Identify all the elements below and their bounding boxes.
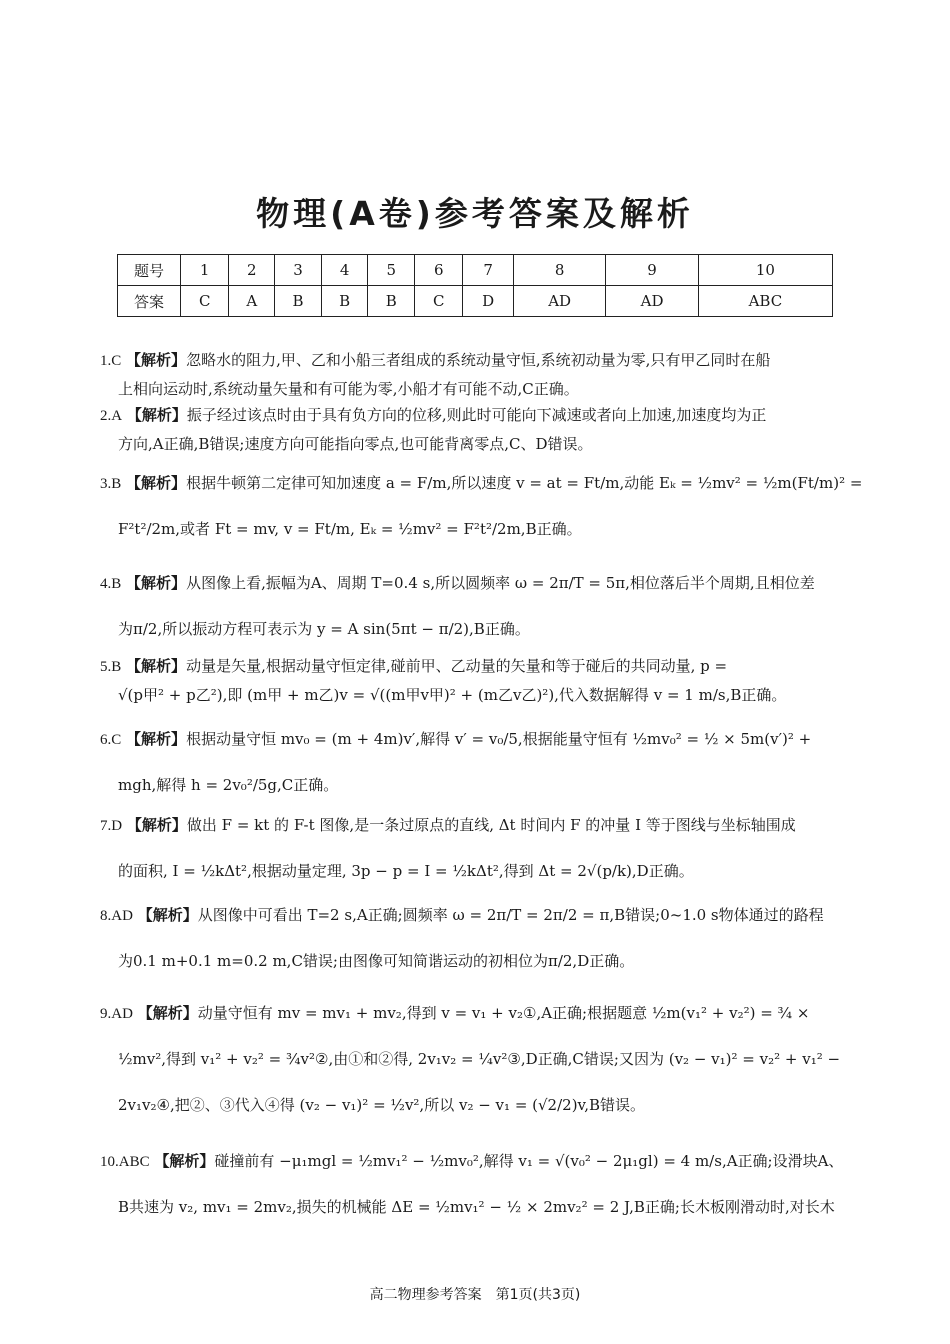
- solution-1: [100, 346, 852, 404]
- solution-6: [100, 722, 852, 797]
- question-number: 6: [415, 255, 463, 286]
- question-number: 4: [321, 255, 368, 286]
- solution-9: [100, 996, 852, 1117]
- question-number: 8: [513, 255, 605, 286]
- solution-4: [100, 566, 852, 641]
- answer-table-answer-row: [118, 286, 833, 317]
- question-number: 9: [606, 255, 698, 286]
- answer-cell: C: [181, 286, 229, 317]
- question-number: 1: [181, 255, 229, 286]
- solution-5: [100, 652, 852, 710]
- answer-cell: AD: [606, 286, 698, 317]
- solution-number: 8.AD: [100, 908, 133, 924]
- solution-7: [100, 808, 852, 883]
- answer-cell: B: [275, 286, 322, 317]
- solution-text: 碰撞前有 −μ₁mgl = ½mv₁² − ½mv₀²,解得 v₁ = √(v₀² − 2μ₁gl) = 4 m/s,A正确;设滑块A、: [214, 1152, 844, 1170]
- analysis-tag: 【解析】: [126, 816, 187, 834]
- solution-2: [100, 401, 852, 459]
- answer-cell: A: [229, 286, 275, 317]
- question-number: 3: [275, 255, 322, 286]
- solution-text: 从图像上看,振幅为A、周期 T=0.4 s,所以圆频率 ω = 2π/T = 5π,相位落后半个周期,且相位差: [186, 574, 815, 592]
- solution-text: mgh,解得 h = 2v₀²/5g,C正确。: [118, 776, 339, 794]
- analysis-tag: 【解析】: [137, 1004, 198, 1022]
- answer-cell: C: [415, 286, 463, 317]
- solution-text: 为0.1 m+0.1 m=0.2 m,C错误;由图像可知简谐运动的初相位为π/2,D正确。: [118, 952, 635, 970]
- solution-number: 9.AD: [100, 1006, 133, 1022]
- answer-cell: ABC: [698, 286, 832, 317]
- analysis-tag: 【解析】: [126, 657, 187, 675]
- answer-cell: B: [321, 286, 368, 317]
- answer-header: 答案: [118, 286, 181, 317]
- question-number: 7: [463, 255, 513, 286]
- page-title: 物理(A卷)参考答案及解析: [256, 194, 694, 233]
- solution-text: 上相向运动时,系统动量矢量和有可能为零,小船才有可能不动,C正确。: [118, 380, 579, 398]
- analysis-tag: 【解析】: [126, 730, 187, 748]
- solution-text: 方向,A正确,B错误;速度方向可能指向零点,也可能背离零点,C、D错误。: [118, 435, 593, 453]
- question-number: 5: [368, 255, 415, 286]
- solution-text: 从图像中可看出 T=2 s,A正确;圆频率 ω = 2π/T = 2π/2 = π,B错误;0~1.0 s物体通过的路程: [197, 906, 824, 924]
- solution-10: [100, 1144, 852, 1219]
- answer-table: [117, 254, 833, 317]
- answer-cell: B: [368, 286, 415, 317]
- solution-number: 1.C: [100, 353, 122, 369]
- analysis-tag: 【解析】: [126, 574, 187, 592]
- solution-3: [100, 466, 863, 541]
- solution-text: 忽略水的阻力,甲、乙和小船三者组成的系统动量守恒,系统初动量为零,只有甲乙同时在船: [186, 351, 771, 369]
- solution-number: 7.D: [100, 818, 123, 834]
- answer-cell: D: [463, 286, 513, 317]
- solution-text: 动量守恒有 mv = mv₁ + mv₂,得到 v = v₁ + v₂①,A正确;根据题意 ½m(v₁² + v₂²) = ¾ ×: [197, 1004, 810, 1022]
- analysis-tag: 【解析】: [126, 474, 187, 492]
- question-number: 10: [698, 255, 832, 286]
- solution-text: 根据动量守恒 mv₀ = (m + 4m)v′,解得 v′ = v₀/5,根据能量守恒有 ½mv₀² = ½ × 5m(v′)² +: [186, 730, 812, 748]
- solution-number: 6.C: [100, 732, 122, 748]
- solution-number: 5.B: [100, 659, 122, 675]
- solution-text: B共速为 v₂, mv₁ = 2mv₂,损失的机械能 ΔE = ½mv₁² − ½ × 2mv₂² = 2 J,B正确;长木板刚滑动时,对长木: [118, 1198, 835, 1216]
- solution-number: 4.B: [100, 576, 122, 592]
- solution-text: √(p甲² + p乙²),即 (m甲 + m乙)v = √((m甲v甲)² + (m乙v乙)²),代入数据解得 v = 1 m/s,B正确。: [118, 686, 787, 704]
- number-header: 题号: [118, 255, 181, 286]
- solution-text: ½mv²,得到 v₁² + v₂² = ¾v²②,由①和②得, 2v₁v₂ = ¼v²③,D正确,C错误;又因为 (v₂ − v₁)² = v₂² + v₁² −: [118, 1050, 841, 1068]
- solution-text: F²t²/2m,或者 Ft = mv, v = Ft/m, Eₖ = ½mv² = F²t²/2m,B正确。: [118, 520, 582, 538]
- solution-text: 振子经过该点时由于具有负方向的位移,则此时可能向下减速或者向上加速,加速度均为正: [186, 406, 767, 424]
- solution-text: 的面积, I = ½kΔt²,根据动量定理, 3p − p = I = ½kΔt²,得到 Δt = 2√(p/k),D正确。: [118, 862, 694, 880]
- page-footer: 高二物理参考答案 第1页(共3页): [369, 1287, 581, 1303]
- analysis-tag: 【解析】: [126, 351, 187, 369]
- analysis-tag: 【解析】: [154, 1152, 215, 1170]
- answer-table-number-row: [118, 255, 833, 286]
- analysis-tag: 【解析】: [137, 906, 198, 924]
- answer-cell: AD: [513, 286, 605, 317]
- question-number: 2: [229, 255, 275, 286]
- analysis-tag: 【解析】: [126, 406, 187, 424]
- solution-text: 2v₁v₂④,把②、③代入④得 (v₂ − v₁)² = ½v²,所以 v₂ − v₁ = (√2/2)v,B错误。: [118, 1096, 646, 1114]
- solution-text: 根据牛顿第二定律可知加速度 a = F/m,所以速度 v = at = Ft/m,动能 Eₖ = ½mv² = ½m(Ft/m)² =: [186, 474, 863, 492]
- solution-text: 动量是矢量,根据动量守恒定律,碰前甲、乙动量的矢量和等于碰后的共同动量, p =: [186, 657, 728, 675]
- solution-number: 2.A: [100, 408, 123, 424]
- solution-text: 为π/2,所以振动方程可表示为 y = A sin(5πt − π/2),B正确。: [118, 620, 530, 638]
- solution-number: 3.B: [100, 476, 122, 492]
- solution-number: 10.ABC: [100, 1154, 150, 1170]
- solution-text: 做出 F = kt 的 F-t 图像,是一条过原点的直线, Δt 时间内 F 的冲量 I 等于图线与坐标轴围成: [186, 816, 796, 834]
- solution-8: [100, 898, 852, 973]
